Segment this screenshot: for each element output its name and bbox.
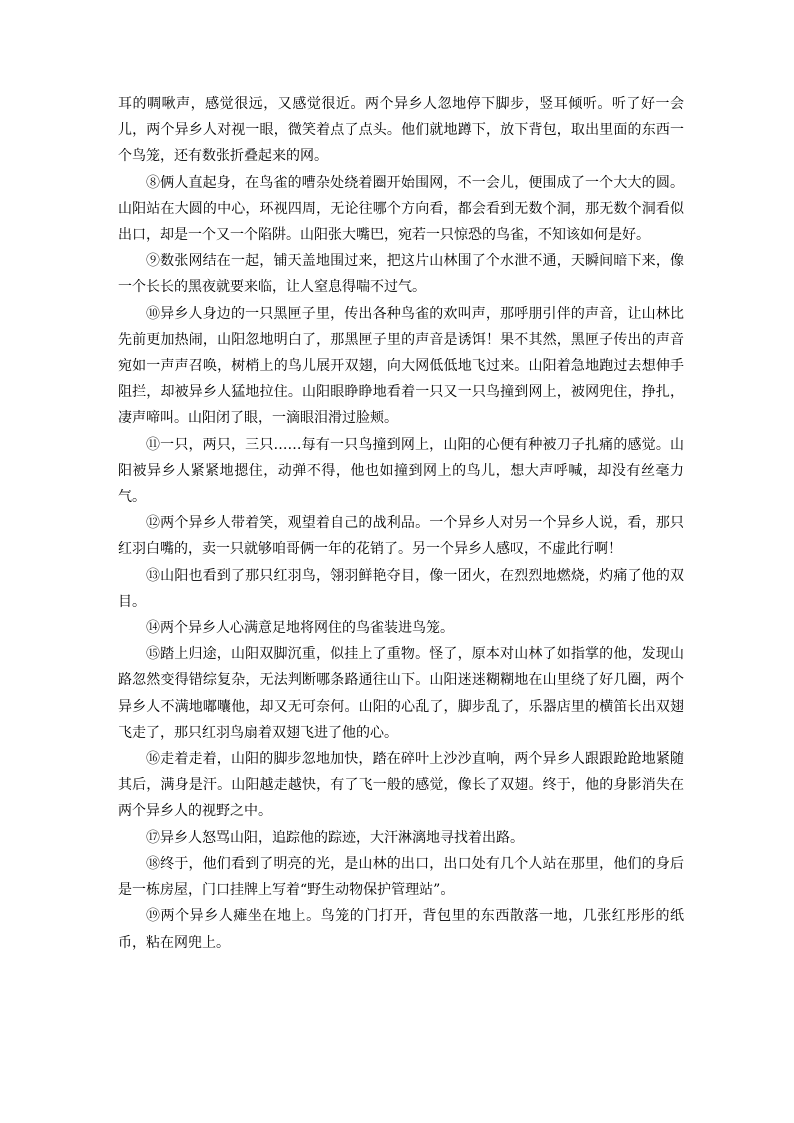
paragraph-8: ⑧俩人直起身，在鸟雀的嘈杂处绕着圈开始围网，不一会儿，便围成了一个大大的圆。山阳站在大圆的中心，环视四周，无论往哪个方向看，都会看到无数个洞，那无数个洞看似出口，却是一个又一个陷阱。山阳张大嘴巴，宛若一只惊恐的鸟雀，不知该如何是好。 — [118, 174, 684, 244]
paragraph-13: ⑬山阳也看到了那只红羽鸟，翎羽鲜艳夺目，像一团火，在烈烈地燃烧，灼痛了他的双目。 — [118, 567, 684, 610]
paragraph-16: ⑯走着走着，山阳的脚步忽地加快，踏在碎叶上沙沙直响，两个异乡人跟跟跄跄地紧随其后，满身是汗。山阳越走越快，有了飞一般的感觉，像长了双翅。终于，他的身影消失在两个异乡人的视野之中。 — [118, 751, 684, 820]
paragraph-10: ⑩异乡人身边的一只黑匣子里，传出各种鸟雀的欢叫声，那呼朋引伴的声音，让山林比先前更加热闹，山阳忽地明白了，那黑匣子里的声音是诱饵！果不其然，黑匣子传出的声音宛如一声声召唤，树梢上的鸟儿展开双翅，向大网低低地飞过来。山阳着急地跑过去想伸手阻拦，却被异乡人猛地拉住。山阳眼睁睁地看着一只又一只鸟撞到网上，被网兜住，挣扎，凄声啼叫。山阳闭了眼，一滴眼泪滑过脸颊。 — [118, 305, 684, 427]
paragraph-19: ⑲两个异乡人瘫坐在地上。鸟笼的门打开，背包里的东西散落一地，几张红彤彤的纸币，粘在网兜上。 — [118, 908, 684, 951]
paragraph-17: ⑰异乡人怒骂山阳，追踪他的踪迹，大汗淋漓地寻找着出路。 — [146, 829, 524, 846]
paragraph-15: ⑮踏上归途，山阳双脚沉重，似挂上了重物。怪了，原本对山林了如指掌的他，发现山路忽然变得错综复杂，无法判断哪条路通往山下。山阳迷迷糊糊地在山里绕了好几圈，两个异乡人不满地嘟囔他，却又无可奈何。山阳的心乱了，脚步乱了，乐器店里的横笛长出双翅飞走了，那只红羽鸟扇着双翅飞进了他的心。 — [118, 646, 684, 741]
paragraph-11: ⑪一只，两只，三只……每有一只鸟撞到网上，山阳的心便有种被刀子扎痛的感觉。山阳被异乡人紧紧地摁住，动弹不得，他也如撞到网上的鸟儿，想大声呼喊，却没有丝毫力气。 — [118, 436, 684, 506]
paragraph-9: ⑨数张网结在一起，铺天盖地围过来，把这片山林围了个水泄不通，天瞬间暗下来，像一个长长的黑夜就要来临，让人窒息得喘不过气。 — [118, 253, 684, 296]
paragraph-12: ⑫两个异乡人带着笑，观望着自己的战利品。一个异乡人对另一个异乡人说，看，那只红羽白嘴的，卖一只就够咱哥俩一年的花销了。另一个异乡人感叹，不虚此行啊！ — [118, 515, 684, 558]
paragraph-14: ⑭两个异乡人心满意足地将网住的鸟雀装进鸟笼。 — [146, 620, 454, 637]
paragraph-18: ⑱终于，他们看到了明亮的光，是山林的出口，出口处有几个人站在那里，他们的身后是一栋房屋，门口挂牌上写着“野生动物保护管理站”。 — [118, 855, 684, 899]
paragraph-7-continued: 耳的啁啾声，感觉很远，又感觉很近。两个异乡人忽地停下脚步，竖耳倾听。听了好一会儿，两个异乡人对视一眼，微笑着点了点头。他们就地蹲下，放下背包，取出里面的东西一个鸟笼，还有数张折叠起来的网。 — [118, 96, 684, 165]
